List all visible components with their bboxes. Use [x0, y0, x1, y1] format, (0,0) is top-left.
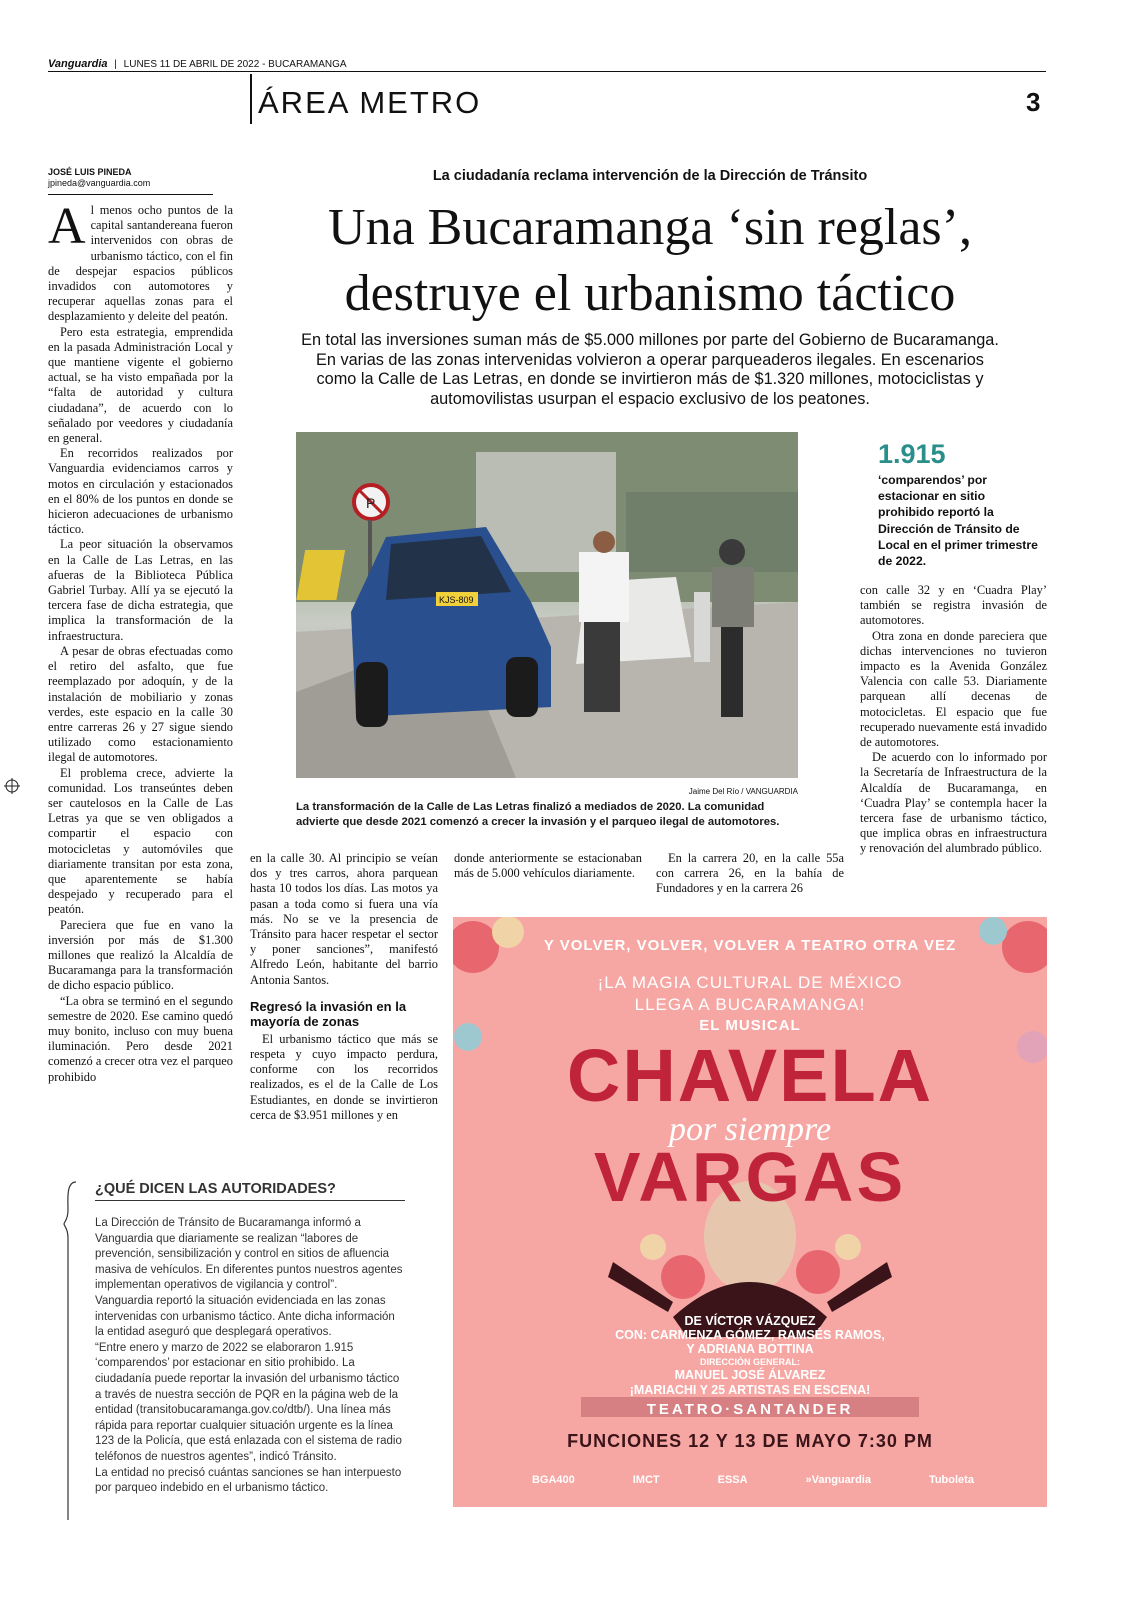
- ad-venue: TEATRO·SANTANDER: [646, 1401, 854, 1418]
- sponsor-logo: IMCT: [632, 1474, 660, 1486]
- stat-text: ‘comparendos’ por estacionar en sitio prohibido reportó la Dirección de Tránsito de Local en el primer trimestre de 2022.: [878, 473, 1038, 569]
- article-column-4: [656, 851, 844, 897]
- paragraph: La peor situación la observamos en la Calle de Las Letras, en las afueras de la Biblioteca Pública Gabriel Turbay. Allí ya se ejecutó la tercera fase de dicha estrategia, que implica la transformación de la infraestructura.: [48, 537, 233, 643]
- ad-title-chavela: CHAVELA: [566, 1034, 934, 1117]
- brand-logo: Vanguardia: [48, 58, 108, 70]
- ad-sponsor-strip: [503, 1474, 1003, 1486]
- photo-calle-de-las-letras: [296, 432, 798, 778]
- advertisement-chavela-vargas[interactable]: [453, 917, 1047, 1507]
- dateline: LUNES 11 DE ABRIL DE 2022 - BUCARAMANGA: [123, 59, 347, 70]
- sponsor-logo: ESSA: [717, 1474, 748, 1486]
- paragraph: donde anteriormente se estacionaban más de 5.000 vehículos diariamente.: [454, 851, 642, 881]
- ad-dates: FUNCIONES 12 Y 13 DE MAYO 7:30 PM: [567, 1431, 933, 1451]
- sidebar-paragraph: “Entre enero y marzo de 2022 se elaboraron 1.915 ‘comparendos’ por estacionar en sitio prohibido. La ciudadanía puede reportar la invasión del urbanismo táctico a través de nuestra sección de PQR en la página web de la entidad (transitobucaramanga.gov.co/dtb/). Una línea más rápida para reportar cualquier situación urgente es la línea 123 de la Policía, que está enlazada con el sistema de radio teléfonos de nuestros agentes”, indicó Tránsito.: [95, 1341, 402, 1463]
- ad-top-banner: Y VOLVER, VOLVER, VOLVER A TEATRO OTRA VEZ: [543, 937, 957, 954]
- paragraph: De acuerdo con lo informado por la Secretaría de Infraestructura de la Alcaldía de Bucaramanga, en ‘Cuadra Play’ se contempla hacer la tercera fase de urbanismo táctico, que implica obras en infraestructura y renovación del alumbrado público.: [860, 750, 1047, 856]
- paragraph: en la calle 30. Al principio se veían dos y tres carros, ahora parquean hasta 10 todos los días. Las motos ya pasan a toda como si fuera una vía más. No se ve la presencia de Tránsito para hacer respetar el sector y poner sanciones”, manifestó Alfredo León, habitante del barrio Antonia Santos.: [250, 851, 438, 987]
- page-number: 3: [1026, 87, 1041, 117]
- ad-credits-director: MANUEL JOSÉ ÁLVAREZ: [674, 1368, 826, 1382]
- sponsor-logo: Tuboleta: [928, 1474, 974, 1486]
- photo-credit: Jaime Del Río / VANGUARDIA: [688, 787, 798, 796]
- paragraph: l menos ocho puntos de la capital santandereana fueron intervenidos con obras de urbanismo táctico, con el fin de despejar espacios públicos invadidos con automotores y recuperar aquellas zonas para el desplazamiento y deleite del peatón.: [48, 203, 233, 324]
- headline-line1: Una Bucaramanga ‘sin reglas’,: [328, 199, 972, 256]
- stat-number: 1.915: [878, 439, 946, 469]
- ad-credits-direction-label: DIRECCIÓN GENERAL:: [699, 1357, 800, 1367]
- paragraph: En recorridos realizados por Vanguardia evidenciamos carros y motos en circulación y estacionados en el 80% de los puntos en donde se hicieron adecuaciones de urbanismo táctico.: [48, 446, 233, 537]
- dropcap: A: [48, 198, 86, 255]
- license-plate: KJS-809: [439, 595, 474, 605]
- paragraph: Pareciera que fue en vano la inversión por más de $1.300 millones que realizó la Alcaldía de Bucaramanga para la transformación de dicho espacio público.: [48, 917, 233, 993]
- paragraph: El urbanismo táctico que más se respeta y cuyo impacto perdura, conforme con los recorridos realizados, es el de la Calle de Los Estudiantes, en donde se invirtieron cerca de $3.951 millones y en: [250, 1031, 438, 1122]
- sign-letter: P: [366, 495, 376, 511]
- sidebar-brace: [62, 1180, 78, 1520]
- subhead: Regresó la invasión en la mayoría de zonas: [250, 998, 407, 1030]
- paragraph: Pero esta estrategia, emprendida en la pasada Administración Local y que mantiene vigente el gobierno actual, se ha visto empañada por la “falta de autoridad y cultura ciudadana”, de acuerdo con lo señalado por veedores y ciudadanía en general.: [48, 324, 233, 446]
- section-title: ÁREA METRO: [258, 85, 482, 120]
- sidebar-title-rule: [95, 1200, 405, 1201]
- article-column-5: [860, 583, 1047, 857]
- ad-line1: ¡LA MAGIA CULTURAL DE MÉXICO: [597, 973, 903, 992]
- registration-mark-icon: [4, 778, 20, 794]
- ad-credits-mariachi: ¡MARIACHI Y 25 ARTISTAS EN ESCENA!: [629, 1383, 871, 1397]
- article-column-2: [250, 851, 438, 1123]
- paragraph: En la carrera 20, en la calle 55a con carrera 26, en la bahía de Fundadores y en la carrera 26: [656, 851, 844, 896]
- ad-title-por-siempre: por siempre: [668, 1111, 832, 1148]
- sidebar-body: [95, 1216, 405, 1497]
- ad-line3: EL MUSICAL: [699, 1017, 801, 1034]
- paragraph: “La obra se terminó en el segundo semestre de 2020. Ese camino quedó muy bonito, incluso con muy buena iluminación. Pero desde 2021 comenzó a crecer otra vez el parqueo prohibido: [48, 993, 233, 1084]
- ad-line2: LLEGA A BUCARAMANGA!: [634, 995, 866, 1014]
- sidebar-paragraph: Vanguardia reportó la situación evidenciada en las zonas intervenidas con urbanismo táctico. Ante dicha información la entidad aseguró que desplegará operativos.: [95, 1294, 395, 1339]
- byline-author: JOSÉ LUIS PINEDA: [48, 167, 132, 177]
- paragraph: El problema crece, advierte la comunidad. Los transeúntes deben ser cautelosos en la Calle de Las Letras ya que se ven obligados a compartir el espacio con motocicletas y automóviles que diariamente transitan por esta zona, que aparentemente se había despejado y recuperado para el peatón.: [48, 765, 233, 917]
- byline-rule: [48, 194, 213, 195]
- byline-email: jpineda@vanguardia.com: [48, 178, 151, 188]
- section-divider: [250, 74, 252, 124]
- headline-line2: destruye el urbanismo táctico: [344, 265, 956, 322]
- article-column-1: [48, 198, 233, 1085]
- paragraph: con calle 32 y en ‘Cuadra Play’ también se registra invasión de automotores.: [860, 583, 1047, 628]
- photo-caption: La transformación de la Calle de Las Letras finalizó a mediados de 2020. La comunidad advierte que desde 2021 comenzó a crecer la invasión y el parqueo ilegal de automotores.: [296, 801, 780, 828]
- masthead-strip: Vanguardia | LUNES 11 DE ABRIL DE 2022 - BUCARAMANGA: [48, 58, 1046, 72]
- paragraph: Otra zona en donde pareciera que dichas intervenciones no tuvieron impacto es la Avenida González Valencia con calle 53. Diariamente parquean allí decenas de motocicletas. El espacio que fue recuperado nuevamente está invadido de automotores.: [860, 628, 1047, 750]
- ad-title-vargas: VARGAS: [593, 1138, 907, 1216]
- ad-credits-cast2: Y ADRIANA BOTTINA: [686, 1342, 814, 1356]
- sidebar-paragraph: La Dirección de Tránsito de Bucaramanga informó a Vanguardia que diariamente se realizan “labores de prevención, sensibilización y control en sitios de afluencia masiva de vehículos. En diferentes puntos nuestros agentes implementan operativos de vigilancia y control”.: [95, 1217, 403, 1292]
- sponsor-logo: BGA400: [531, 1474, 575, 1486]
- ad-credits-cast: CON: CARMENZA GÓMEZ, RAMSÉS RAMOS,: [615, 1328, 885, 1342]
- street-scene-illustration: [296, 432, 798, 778]
- sponsor-logo: »Vanguardia: [805, 1474, 871, 1486]
- deck: En total las inversiones suman más de $5.000 millones por parte del Gobierno de Bucaramanga. En varias de las zonas intervenidas volvieron a operar parqueaderos ilegales. En escenarios como la Calle de Las Letras, en donde se invirtieron más de $1.320 millones, motociclistas y automovilistas usurpan el espacio exclusivo de los peatones.: [301, 331, 999, 408]
- ad-credits-author: DE VÍCTOR VÁZQUEZ: [684, 1314, 816, 1328]
- sidebar-paragraph: La entidad no precisó cuántas sanciones se han interpuesto por parqueo indebido en el urbanismo táctico.: [95, 1466, 402, 1495]
- sidebar-title: ¿QUÉ DICEN LAS AUTORIDADES?: [95, 1181, 336, 1197]
- article-column-3: [454, 851, 642, 881]
- brace-icon: [62, 1180, 78, 1520]
- paragraph: A pesar de obras efectuadas como el retiro del asfalto, que fue reemplazado por adoquín, y de la instalación de mobiliario y zonas verdes, este espacio en la calle 30 entre carreras 26 y 27 sigue siendo utilizado como estacionamiento ilegal de automotores.: [48, 643, 233, 765]
- kicker: La ciudadanía reclama intervención de la Dirección de Tránsito: [432, 168, 868, 184]
